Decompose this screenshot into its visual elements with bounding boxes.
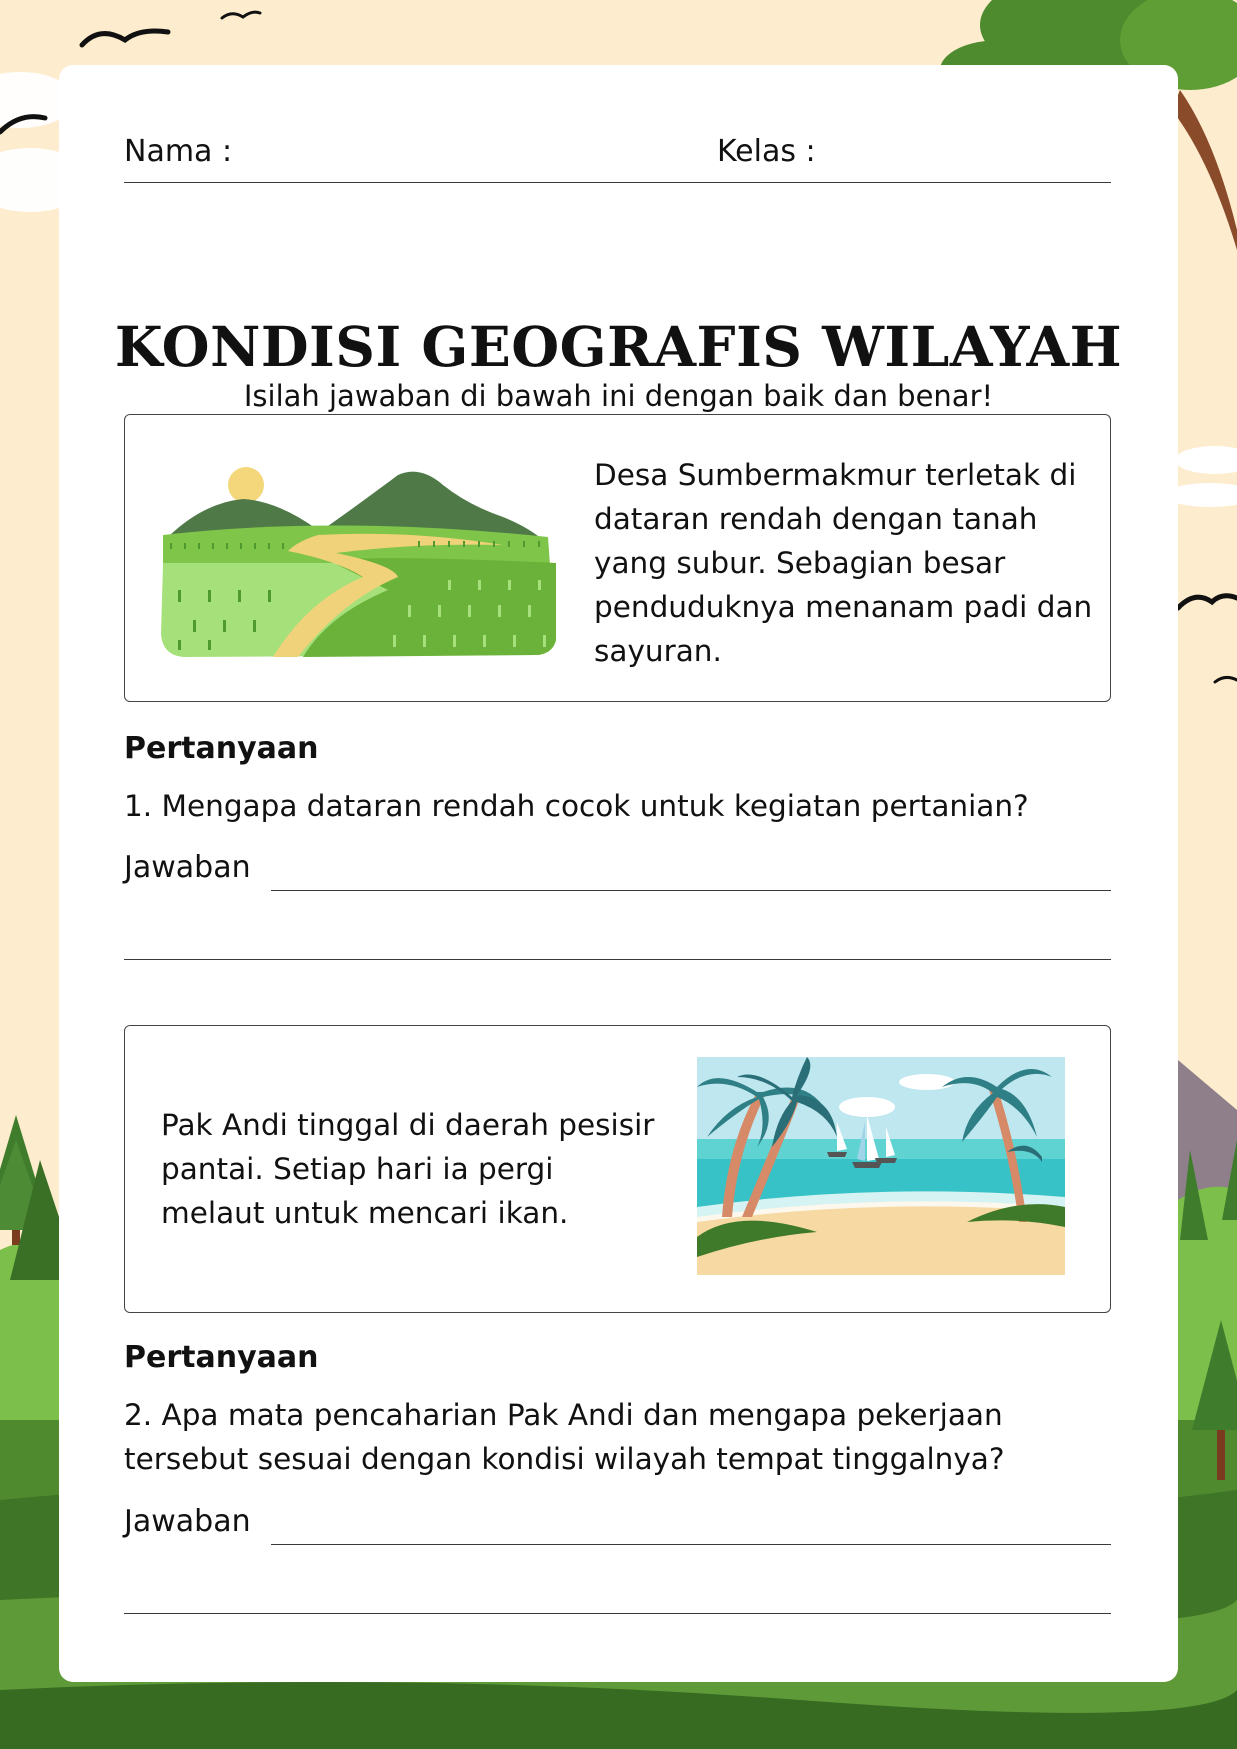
answer-label-2: Jawaban	[124, 1504, 251, 1539]
question-heading-1: Pertanyaan	[124, 731, 319, 766]
question-text-1: 1. Mengapa dataran rendah cocok untuk kegiatan pertanian?	[124, 789, 1029, 823]
name-label: Nama :	[124, 134, 233, 169]
answer-line-1a[interactable]	[271, 890, 1111, 891]
worksheet-sheet	[59, 65, 1178, 1682]
page-subtitle: Isilah jawaban di bawah ini dengan baik dan benar!	[243, 379, 994, 413]
answer-label-1: Jawaban	[124, 850, 251, 885]
answer-line-2b[interactable]	[124, 1613, 1111, 1614]
case-box-1	[124, 414, 1111, 702]
page-title: KONDISI GEOGRAFIS WILAYAH	[114, 314, 1123, 379]
name-class-underline[interactable]	[124, 182, 1111, 183]
case-box-2	[124, 1025, 1111, 1313]
rice-field-illustration	[158, 465, 563, 665]
case-description-1: Desa Sumbermakmur terletak di dataran rendah dengan tanah yang subur. Sebagian besar penduduknya menanam padi dan sayuran.	[594, 458, 1093, 668]
answer-line-1b[interactable]	[124, 959, 1111, 960]
class-label: Kelas :	[717, 134, 816, 169]
case-description-2: Pak Andi tinggal di daerah pesisir pantai. Setiap hari ia pergi melaut untuk mencari ikan.	[161, 1108, 655, 1230]
question-heading-2: Pertanyaan	[124, 1340, 319, 1375]
beach-illustration	[697, 1057, 1065, 1275]
answer-line-2a[interactable]	[271, 1544, 1111, 1545]
question-text-2: 2. Apa mata pencaharian Pak Andi dan mengapa pekerjaan tersebut sesuai dengan kondisi wilayah tempat tinggalnya?	[124, 1398, 1005, 1476]
